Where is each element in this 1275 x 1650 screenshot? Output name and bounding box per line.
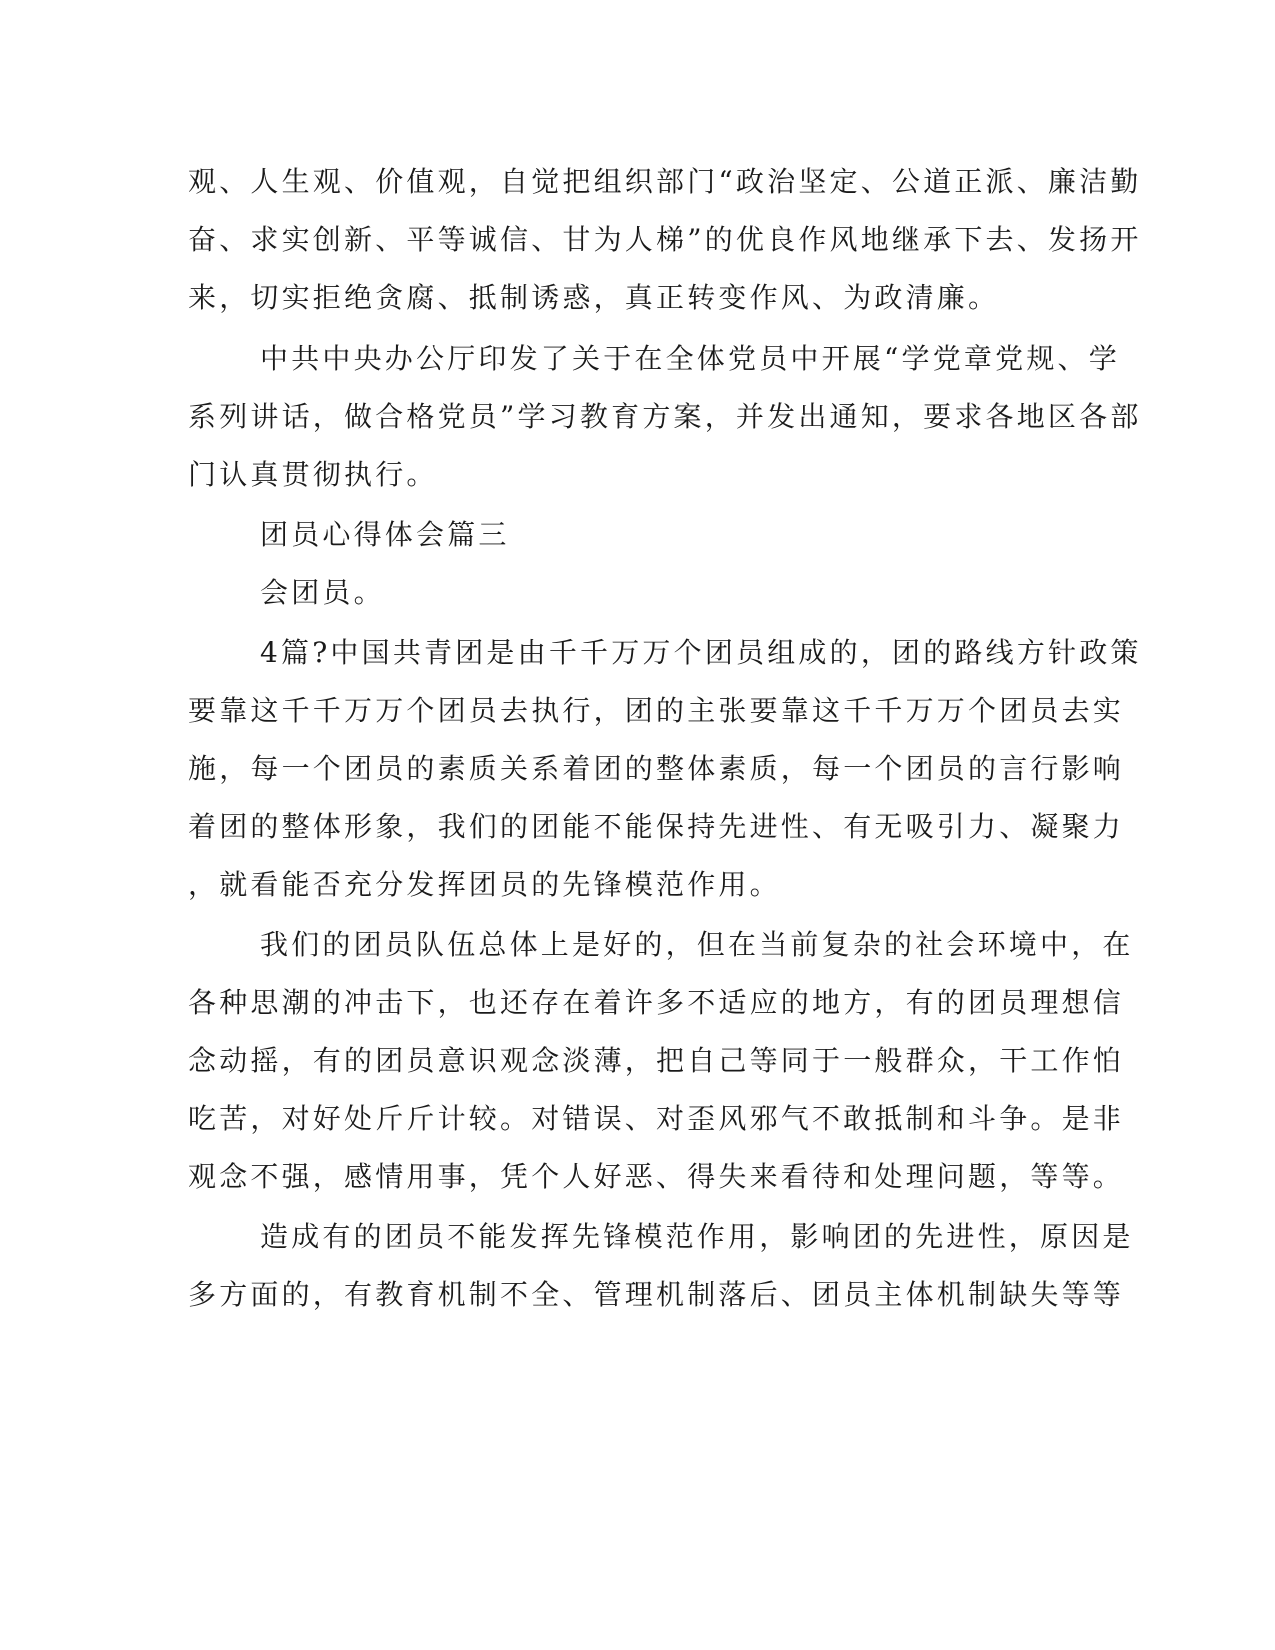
paragraph-first-line: 造成有的团员不能发挥先锋模范作用，影响团的先进性，原因是 [260,1220,1134,1253]
paragraph-first-line: 我们的团员队伍总体上是好的，但在当前复杂的社会环境中，在 [260,928,1134,961]
text-line: 吃苦，对好处斤斤计较。对错误、对歪风邪气不敢抵制和斗争。是非 [188,1102,1125,1135]
paragraph-first-line: 4篇?中国共青团是由千千万万个团员组成的，团的路线方针政策 [260,636,1142,669]
text-line: 着团的整体形象，我们的团能不能保持先进性、有无吸引力、凝聚力 [188,810,1125,843]
text-line: 念动摇，有的团员意识观念淡薄，把自己等同于一般群众，干工作怕 [188,1044,1125,1077]
text-line: 门认真贯彻执行。 [188,458,438,491]
paragraph-first-line: 中共中央办公厅印发了关于在全体党员中开展“学党章党规、学 [260,342,1120,375]
text-line: 各种思潮的冲击下，也还存在着许多不适应的地方，有的团员理想信 [188,986,1125,1019]
text-line: 系列讲话，做合格党员”学习教育方案，并发出通知，要求各地区各部 [188,400,1142,433]
text-line: 奋、求实创新、平等诚信、甘为人梯”的优良作风地继承下去、发扬开 [188,223,1142,256]
paragraph-first-line: 会团员。 [260,576,385,609]
text-line: 观、人生观、价值观，自觉把组织部门“政治坚定、公道正派、廉洁勤 [188,165,1142,198]
text-line: ，就看能否充分发挥团员的先锋模范作用。 [188,868,781,901]
text-line: 施，每一个团员的素质关系着团的整体素质，每一个团员的言行影响 [188,752,1125,785]
text-line: 观念不强，感情用事，凭个人好恶、得失来看待和处理问题，等等。 [188,1160,1125,1193]
text-line: 要靠这千千万万个团员去执行，团的主张要靠这千千万万个团员去实 [188,694,1125,727]
text-line: 多方面的，有教育机制不全、管理机制落后、团员主体机制缺失等等 [188,1278,1125,1311]
section-heading: 团员心得体会篇三 [260,518,510,551]
text-line: 来，切实拒绝贪腐、抵制诱惑，真正转变作风、为政清廉。 [188,281,1000,314]
